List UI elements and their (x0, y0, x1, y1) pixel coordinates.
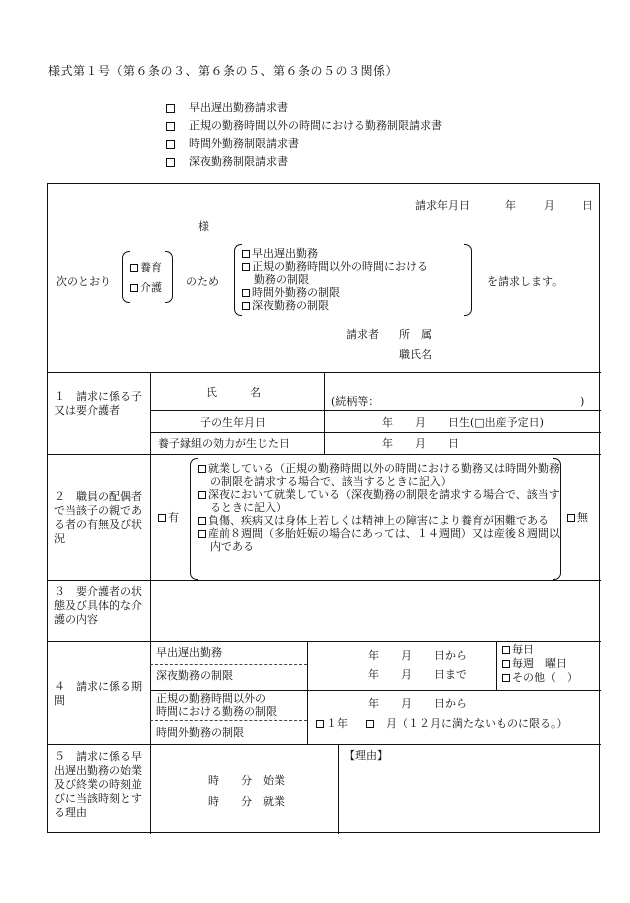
document-type-label: 早出遅出勤務請求書 (189, 101, 288, 115)
checkbox[interactable] (198, 491, 206, 499)
section2-label: ２ 職員の配偶者で当該子の親である者の有無及び状況 (54, 490, 142, 545)
document-type-item[interactable] (166, 99, 442, 117)
document-type-item[interactable] (166, 153, 442, 171)
section5-end-time[interactable]: 時 分 就業 (208, 795, 285, 808)
section4-period-1year[interactable]: １年 (316, 717, 348, 731)
section2-condition[interactable]: 負傷、疾病又は身体上若しくは精神上の障害により養育が困難である (198, 514, 560, 527)
checkbox[interactable] (166, 104, 175, 113)
checkbox[interactable] (166, 158, 175, 167)
section1-birth-value[interactable]: 年 月 日生(□出産予定日) (382, 416, 544, 429)
checkbox[interactable] (166, 122, 175, 131)
section4-row-night-limit: 深夜勤務の制限 (156, 669, 233, 682)
addressee-suffix: 様 (198, 220, 209, 233)
document-type-list (166, 99, 442, 171)
section2-yes-option[interactable]: 有 (158, 511, 179, 525)
request-items-list (242, 247, 428, 312)
bracket-right (553, 458, 561, 580)
request-item[interactable]: 深夜勤務の制限 (242, 299, 428, 312)
request-item-continued: 勤務の制限 (254, 273, 309, 286)
section1-adoption-value[interactable]: 年 月 日 (382, 437, 459, 450)
purpose-option-childcare[interactable]: 養育 (130, 261, 162, 275)
section4-row-overtime-limit: 時間外勤務の制限 (156, 726, 244, 739)
checkbox[interactable] (502, 646, 510, 654)
section3-label: ３ 要介護者の状態及び具体的な介護の内容 (54, 585, 142, 626)
request-item[interactable]: 早出遅出勤務 (242, 247, 428, 260)
section4-row-early-late: 早出遅出勤務 (156, 646, 222, 659)
section4-to-date[interactable]: 年 月 日まで (368, 668, 467, 681)
section4-row-overtime-outside-b: 時間における勤務の制限 (156, 705, 277, 718)
for-text: のため (186, 275, 219, 288)
checkbox[interactable] (242, 289, 250, 297)
purpose-option-caregiving[interactable]: 介護 (130, 281, 162, 295)
document-type-label: 正規の勤務時間以外の時間における勤務制限請求書 (189, 119, 442, 133)
checkbox[interactable] (130, 284, 138, 292)
checkbox[interactable] (198, 465, 206, 473)
bracket-right (165, 251, 173, 303)
checkbox[interactable] (316, 720, 324, 728)
request-date-month[interactable]: 月 (544, 199, 555, 212)
section1-name-label: 氏 名 (206, 386, 261, 399)
section5-label: ５ 請求に係る早出遅出勤務の始業及び終業の時刻並びに当該時刻とする理由 (54, 750, 142, 819)
section4-freq-daily[interactable]: 毎日 (502, 643, 534, 657)
request-form-table (47, 183, 600, 833)
request-intro: 次のとおり (56, 275, 111, 288)
checkbox[interactable] (198, 530, 206, 538)
request-date-year[interactable]: 年 (505, 199, 516, 212)
section4-freq-weekly[interactable]: 毎週 曜日 (502, 657, 567, 671)
document-type-item[interactable] (166, 135, 442, 153)
checkbox[interactable] (242, 302, 250, 310)
checkbox[interactable] (366, 720, 374, 728)
section1-adoption-label: 養子縁組の効力が生じた日 (158, 437, 290, 450)
checkbox[interactable] (198, 517, 206, 525)
document-type-label: 時間外勤務制限請求書 (189, 137, 299, 151)
requester-label: 請求者 (346, 328, 379, 341)
section1-relation-close: ) (580, 395, 585, 408)
section5-reason-label: 【理由】 (344, 749, 388, 762)
affiliation-label: 所 属 (399, 328, 432, 341)
position-name-label: 職氏名 (399, 348, 432, 361)
checkbox[interactable] (502, 660, 510, 668)
checkbox[interactable] (158, 514, 166, 522)
document-type-label: 深夜勤務制限請求書 (189, 155, 288, 169)
checkbox[interactable] (242, 250, 250, 258)
section4-row-overtime-outside-a: 正規の勤務時間以外の (156, 692, 266, 705)
bracket-left (190, 458, 198, 580)
section4-from-date-2[interactable]: 年 月 日から (368, 697, 467, 710)
section2-no-option[interactable]: 無 (567, 511, 588, 525)
request-date-label: 請求年月日 (415, 199, 470, 212)
section1-label: １ 請求に係る子又は要介護者 (54, 390, 142, 417)
bracket-left (234, 244, 242, 316)
section2-condition[interactable]: 産前８週間（多胎妊娠の場合にあっては、１４週間）又は産後８週間以内である (198, 527, 560, 553)
checkbox[interactable] (166, 140, 175, 149)
section1-birth-label: 子の生年月日 (200, 416, 266, 429)
checkbox[interactable] (502, 674, 510, 682)
section2-conditions (198, 462, 560, 553)
section4-label: ４ 請求に係る期間 (54, 680, 142, 707)
section4-freq-other[interactable]: その他（ ） (502, 671, 578, 685)
checkbox[interactable] (130, 264, 138, 272)
bracket-right (464, 244, 472, 316)
request-date-day[interactable]: 日 (582, 199, 593, 212)
checkbox[interactable] (567, 514, 575, 522)
section2-condition[interactable]: 深夜において就業している（深夜勤務の制限を請求する場合で、該当するときに記入） (198, 488, 560, 514)
request-item[interactable]: 時間外勤務の制限 (242, 286, 428, 299)
section5-start-time[interactable]: 時 分 始業 (208, 774, 285, 787)
request-item[interactable]: 正規の勤務時間以外の時間における (242, 260, 428, 273)
request-closing: を請求します。 (487, 275, 564, 288)
document-type-item[interactable] (166, 117, 442, 135)
section4-from-date[interactable]: 年 月 日から (368, 649, 467, 662)
checkbox[interactable] (242, 263, 250, 271)
section2-condition[interactable]: 就業している（正規の勤務時間以外の時間における勤務又は時間外勤務の制限を請求する場合で、該当するときに記入） (198, 462, 560, 488)
bracket-left (122, 251, 130, 303)
section4-period-months[interactable]: 月（１２月に満たないものに限る。） (366, 717, 568, 731)
section1-relation-label: (続柄等： (331, 395, 380, 408)
form-title: 様式第１号（第６条の３、第６条の５、第６条の５の３関係） (48, 64, 399, 78)
